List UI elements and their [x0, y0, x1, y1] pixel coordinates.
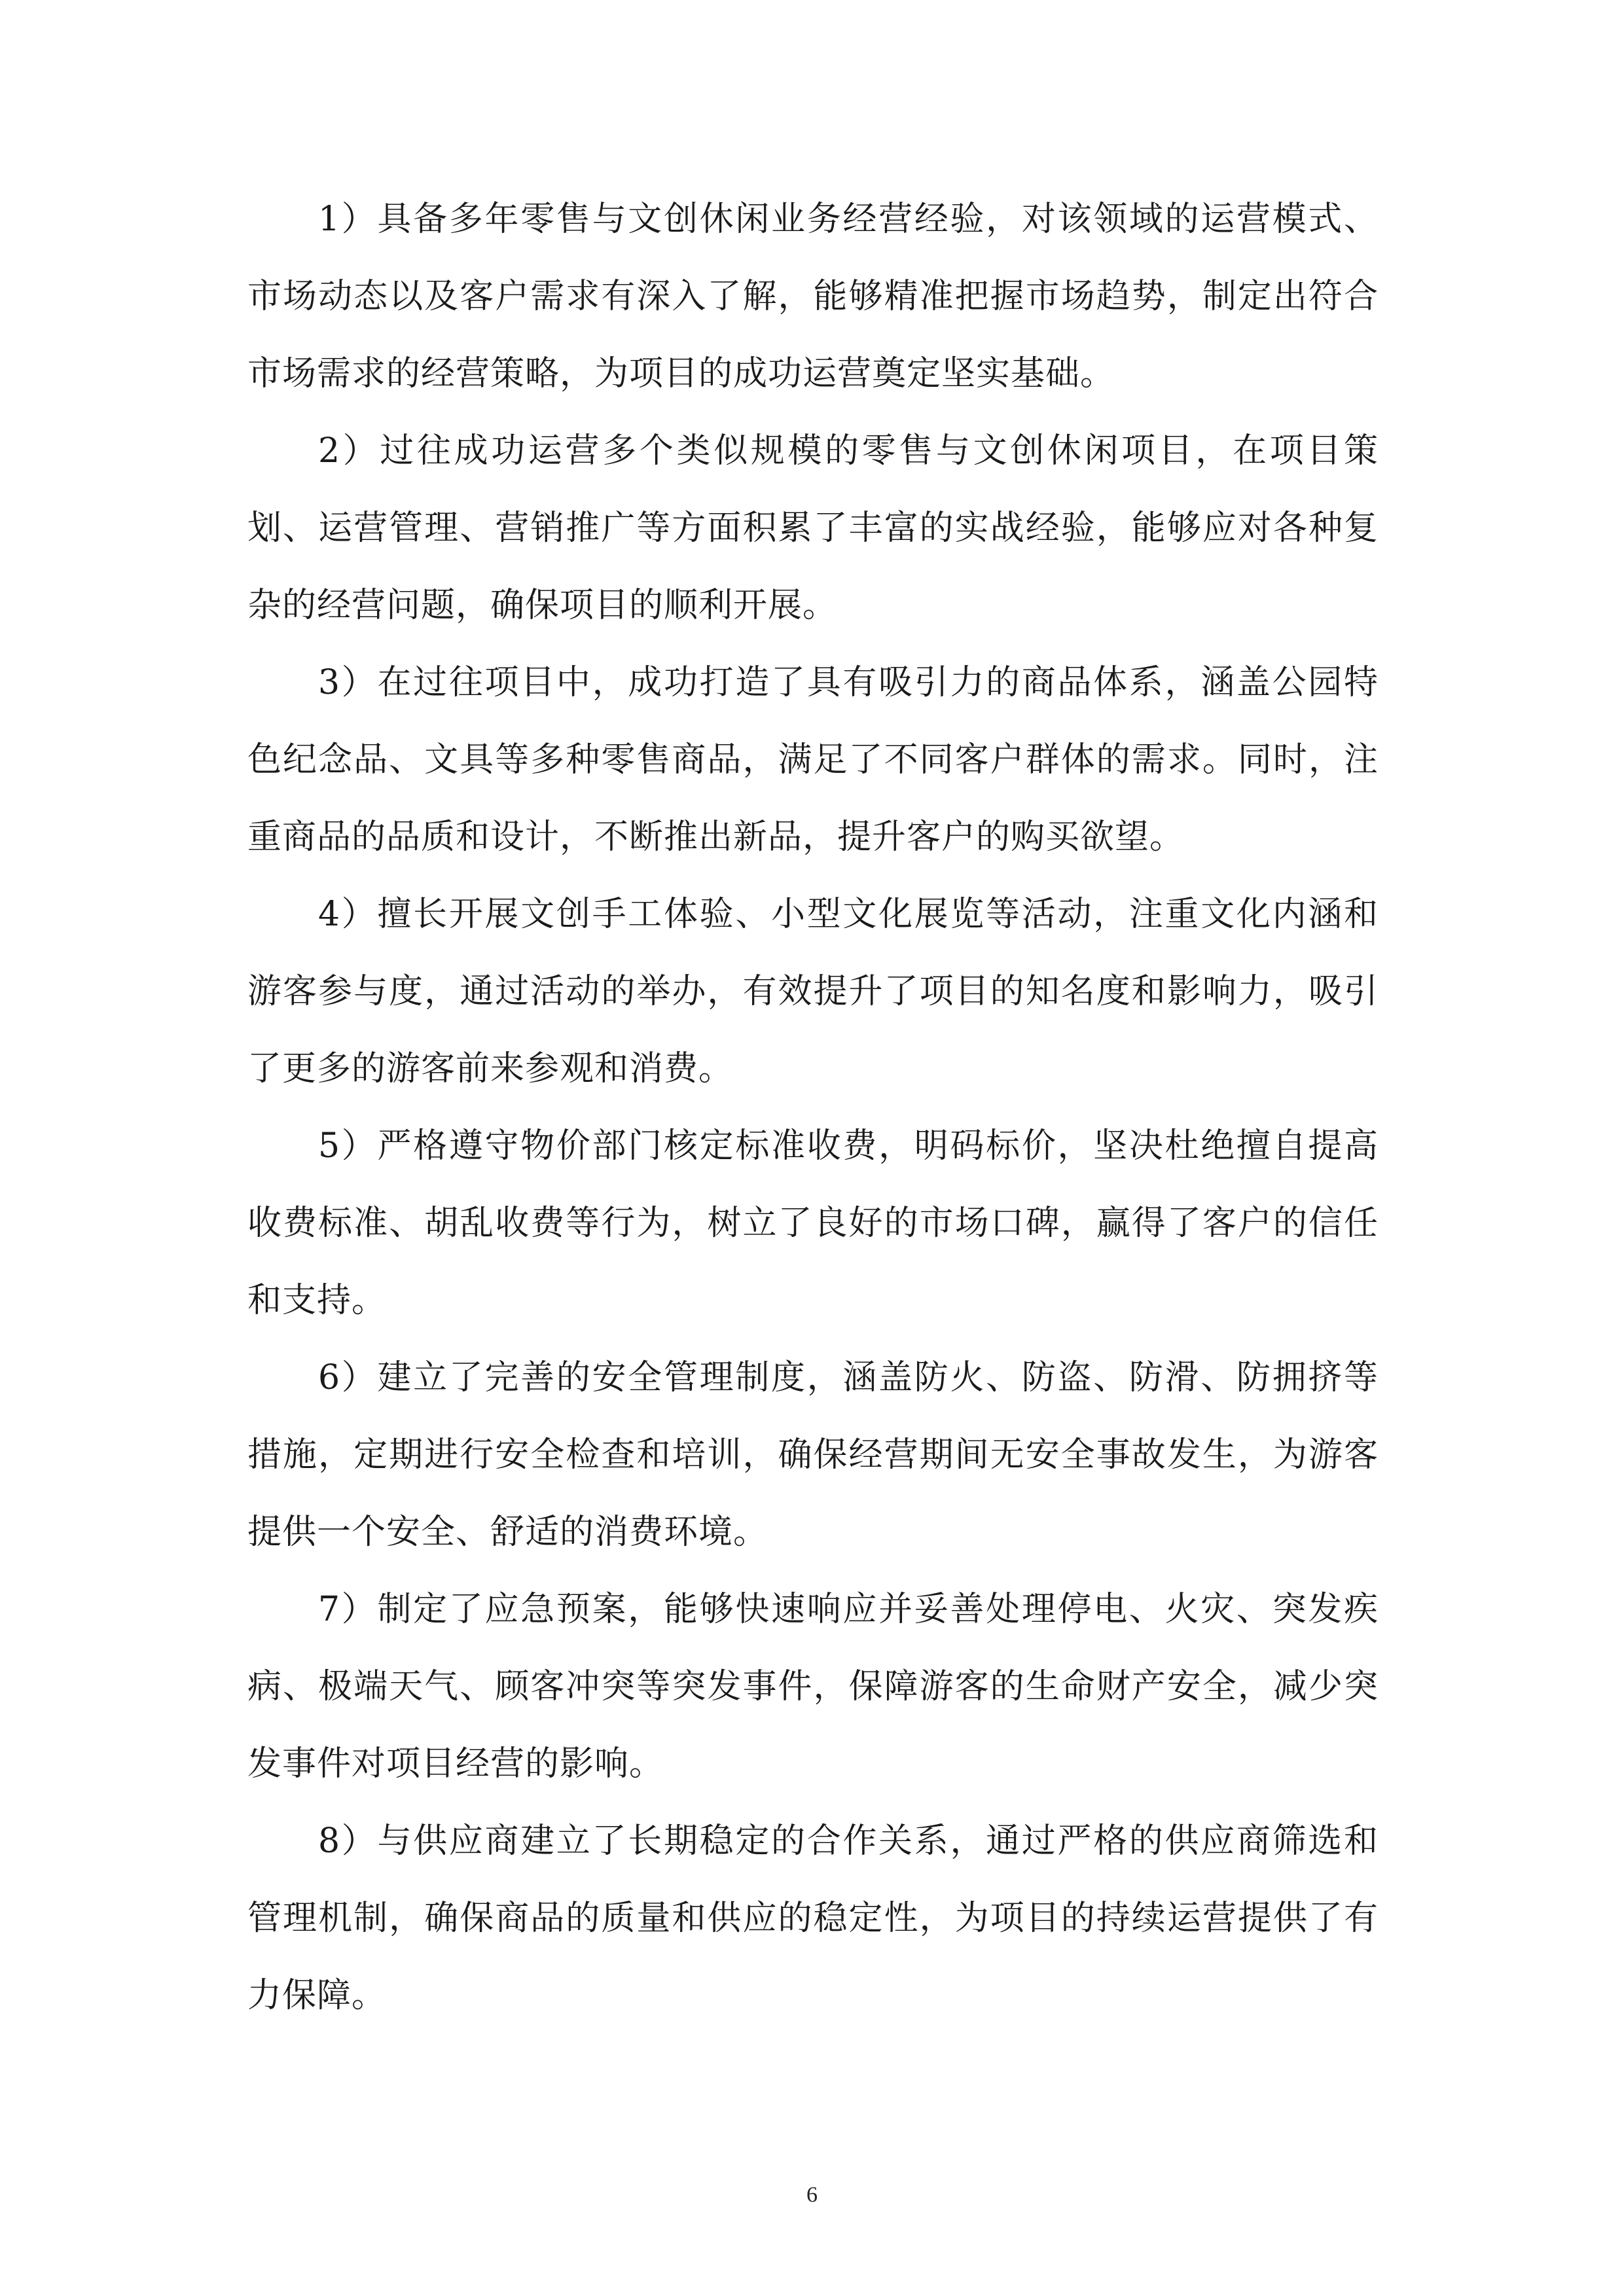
paragraph-7: 7）制定了应急预案，能够快速响应并妥善处理停电、火灾、突发疾病、极端天气、顾客冲突等突发事件，保障游客的生命财产安全，减少突发事件对项目经营的影响。: [247, 1590, 1379, 1784]
paragraph-3: 3）在过往项目中，成功打造了具有吸引力的商品体系，涵盖公园特色纪念品、文具等多种零售商品，满足了不同客户群体的需求。同时，注重商品的品质和设计，不断推出新品，提升客户的购买欲望。: [247, 663, 1379, 857]
paragraph-6: 6）建立了完善的安全管理制度，涵盖防火、防盗、防滑、防拥挤等措施，定期进行安全检查和培训，确保经营期间无安全事故发生，为游客提供一个安全、舒适的消费环境。: [247, 1358, 1379, 1552]
page-number: 6: [806, 2183, 818, 2207]
paragraph-4: 4）擅长开展文创手工体验、小型文化展览等活动，注重文化内涵和游客参与度，通过活动的举办，有效提升了项目的知名度和影响力，吸引了更多的游客前来参观和消费。: [247, 895, 1379, 1088]
paragraph-2: 2）过往成功运营多个类似规模的零售与文创休闲项目，在项目策划、运营管理、营销推广等方面积累了丰富的实战经验，能够应对各种复杂的经营问题，确保项目的顺利开展。: [247, 431, 1379, 625]
document-body: [247, 181, 1379, 2034]
paragraph-1: 1）具备多年零售与文创休闲业务经营经验，对该领域的运营模式、市场动态以及客户需求有深入了解，能够精准把握市场趋势，制定出符合市场需求的经营策略，为项目的成功运营奠定坚实基础。: [247, 200, 1379, 393]
paragraph-5: 5）严格遵守物价部门核定标准收费，明码标价，坚决杜绝擅自提高收费标准、胡乱收费等行为，树立了良好的市场口碑，赢得了客户的信任和支持。: [247, 1126, 1379, 1320]
paragraph-8: 8）与供应商建立了长期稳定的合作关系，通过严格的供应商筛选和管理机制，确保商品的质量和供应的稳定性，为项目的持续运营提供了有力保障。: [247, 1821, 1379, 2015]
